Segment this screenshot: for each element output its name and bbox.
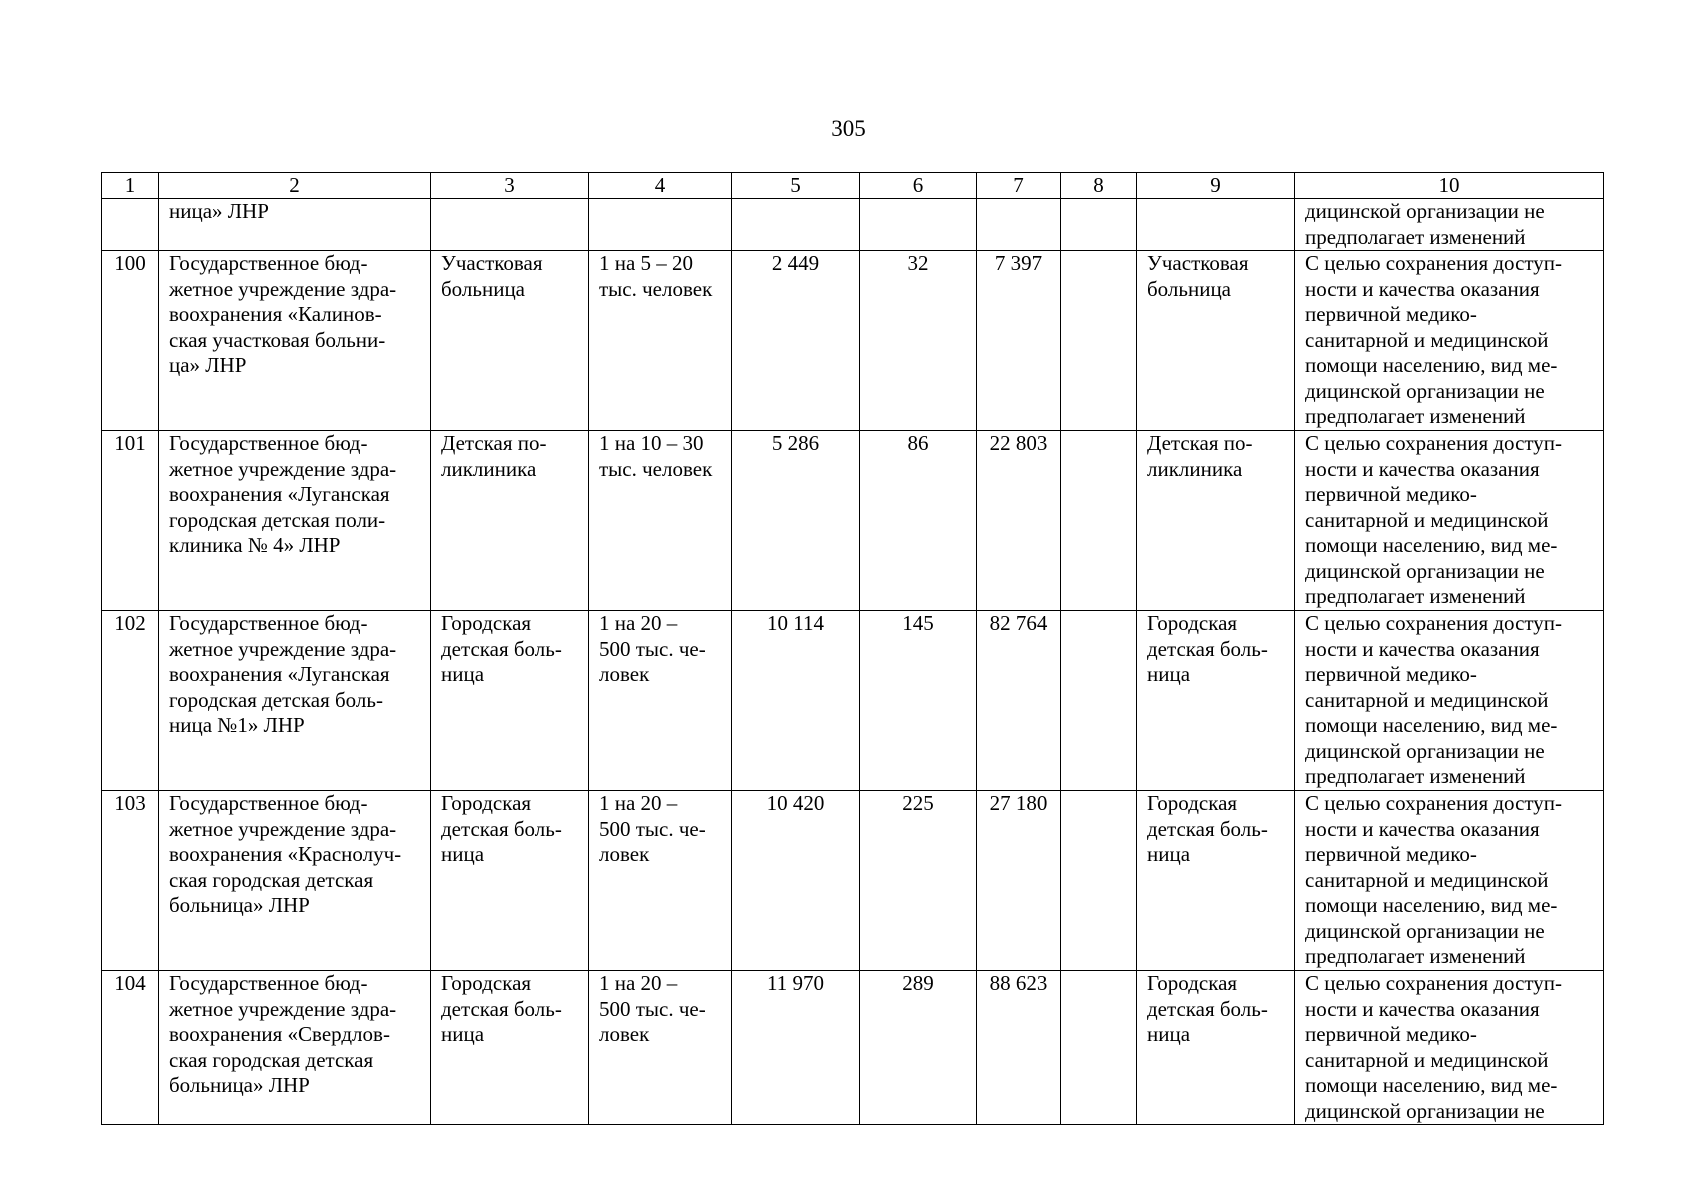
value-cell-5: 10 114 xyxy=(732,611,860,791)
norm-cell xyxy=(589,199,732,251)
justification-cell: С целью сохранения доступ- ности и качества оказания первичной медико- санитарной и медицинской помощи населению, вид ме- дицинской организации не предполагает изменений xyxy=(1295,251,1604,431)
value-cell-5: 10 420 xyxy=(732,791,860,971)
planned-type-cell xyxy=(1137,199,1295,251)
norm-cell: 1 на 20 – 500 тыс. че- ловек xyxy=(589,791,732,971)
value-cell-8 xyxy=(1061,431,1137,611)
organization-name-cell: Государственное бюд- жетное учреждение здра- воохранения «Краснолуч- ская городская детская больница» ЛНР xyxy=(159,791,431,971)
value-cell-7 xyxy=(977,199,1061,251)
value-cell-5: 2 449 xyxy=(732,251,860,431)
value-cell-7: 82 764 xyxy=(977,611,1061,791)
table-row xyxy=(102,251,1604,431)
norm-cell: 1 на 10 – 30 тыс. человек xyxy=(589,431,732,611)
planned-type-cell: Городская детская боль- ница xyxy=(1137,791,1295,971)
row-number-cell: 100 xyxy=(102,251,159,431)
value-cell-6: 86 xyxy=(860,431,977,611)
value-cell-5: 11 970 xyxy=(732,971,860,1125)
organization-name-cell: Государственное бюд- жетное учреждение здра- воохранения «Луганская городская детская поли- клиника № 4» ЛНР xyxy=(159,431,431,611)
justification-cell: С целью сохранения доступ- ности и качества оказания первичной медико- санитарной и медицинской помощи населению, вид ме- дицинской организации не xyxy=(1295,971,1604,1125)
table-row xyxy=(102,971,1604,1125)
facility-type-cell: Городская детская боль- ница xyxy=(431,971,589,1125)
value-cell-6 xyxy=(860,199,977,251)
col-header-3: 3 xyxy=(431,173,589,199)
row-number-cell: 104 xyxy=(102,971,159,1125)
organization-name-cell: ница» ЛНР xyxy=(159,199,431,251)
col-header-2: 2 xyxy=(159,173,431,199)
facility-type-cell xyxy=(431,199,589,251)
row-number-cell: 103 xyxy=(102,791,159,971)
table-row xyxy=(102,611,1604,791)
justification-cell: С целью сохранения доступ- ности и качества оказания первичной медико- санитарной и медицинской помощи населению, вид ме- дицинской организации не предполагает изменений xyxy=(1295,791,1604,971)
col-header-8: 8 xyxy=(1061,173,1137,199)
col-header-4: 4 xyxy=(589,173,732,199)
facility-type-cell: Детская по- ликлиника xyxy=(431,431,589,611)
header-row xyxy=(102,173,1604,199)
table-row xyxy=(102,199,1604,251)
value-cell-6: 289 xyxy=(860,971,977,1125)
col-header-6: 6 xyxy=(860,173,977,199)
facilities-table xyxy=(101,172,1604,1125)
row-number-cell: 101 xyxy=(102,431,159,611)
justification-cell: С целью сохранения доступ- ности и качества оказания первичной медико- санитарной и медицинской помощи населению, вид ме- дицинской организации не предполагает изменений xyxy=(1295,611,1604,791)
value-cell-7: 7 397 xyxy=(977,251,1061,431)
justification-cell: дицинской организации не предполагает изменений xyxy=(1295,199,1604,251)
value-cell-8 xyxy=(1061,199,1137,251)
planned-type-cell: Городская детская боль- ница xyxy=(1137,971,1295,1125)
facility-type-cell: Участковая больница xyxy=(431,251,589,431)
col-header-7: 7 xyxy=(977,173,1061,199)
page-number: 305 xyxy=(831,116,866,141)
planned-type-cell: Участковая больница xyxy=(1137,251,1295,431)
table-row xyxy=(102,431,1604,611)
value-cell-8 xyxy=(1061,251,1137,431)
norm-cell: 1 на 5 – 20 тыс. человек xyxy=(589,251,732,431)
col-header-1: 1 xyxy=(102,173,159,199)
value-cell-8 xyxy=(1061,611,1137,791)
planned-type-cell: Городская детская боль- ница xyxy=(1137,611,1295,791)
col-header-10: 10 xyxy=(1295,173,1604,199)
col-header-9: 9 xyxy=(1137,173,1295,199)
row-number-cell: 102 xyxy=(102,611,159,791)
row-number-cell xyxy=(102,199,159,251)
organization-name-cell: Государственное бюд- жетное учреждение здра- воохранения «Свердлов- ская городская детская больница» ЛНР xyxy=(159,971,431,1125)
norm-cell: 1 на 20 – 500 тыс. че- ловек xyxy=(589,971,732,1125)
facility-type-cell: Городская детская боль- ница xyxy=(431,611,589,791)
value-cell-5 xyxy=(732,199,860,251)
value-cell-6: 32 xyxy=(860,251,977,431)
value-cell-8 xyxy=(1061,791,1137,971)
norm-cell: 1 на 20 – 500 тыс. че- ловек xyxy=(589,611,732,791)
planned-type-cell: Детская по- ликлиника xyxy=(1137,431,1295,611)
justification-cell: С целью сохранения доступ- ности и качества оказания первичной медико- санитарной и медицинской помощи населению, вид ме- дицинской организации не предполагает изменений xyxy=(1295,431,1604,611)
organization-name-cell: Государственное бюд- жетное учреждение здра- воохранения «Калинов- ская участковая больни- ца» ЛНР xyxy=(159,251,431,431)
value-cell-6: 225 xyxy=(860,791,977,971)
value-cell-7: 88 623 xyxy=(977,971,1061,1125)
facility-type-cell: Городская детская боль- ница xyxy=(431,791,589,971)
value-cell-6: 145 xyxy=(860,611,977,791)
value-cell-7: 22 803 xyxy=(977,431,1061,611)
col-header-5: 5 xyxy=(732,173,860,199)
value-cell-5: 5 286 xyxy=(732,431,860,611)
organization-name-cell: Государственное бюд- жетное учреждение здра- воохранения «Луганская городская детская боль- ница №1» ЛНР xyxy=(159,611,431,791)
value-cell-7: 27 180 xyxy=(977,791,1061,971)
table-row xyxy=(102,791,1604,971)
value-cell-8 xyxy=(1061,971,1137,1125)
